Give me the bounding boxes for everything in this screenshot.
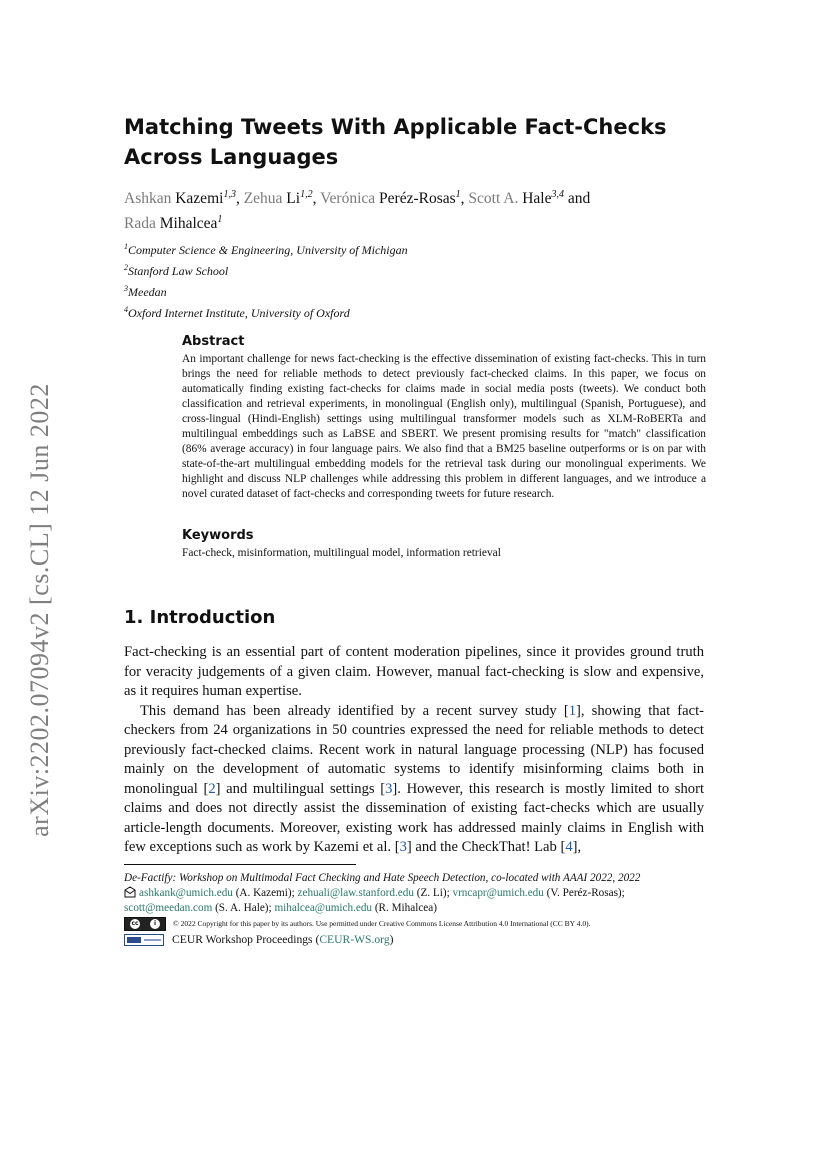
ceur-text: CEUR Workshop Proceedings ( xyxy=(172,933,320,946)
keywords-heading: Keywords xyxy=(182,528,254,543)
email-link-hale[interactable]: scott@meedan.com xyxy=(124,902,213,914)
affiliation: $^4$Oxford Internet Institute, University of Oxford xyxy=(124,305,350,320)
citation-link-3b[interactable]: 3 xyxy=(399,839,407,855)
footnote-divider xyxy=(124,864,356,865)
arxiv-stamp-text: arXiv:2202.07094v2 [cs.CL] 12 Jun 2022 xyxy=(25,383,54,837)
affiliation: $^1$Computer Science & Engineering, University of Michigan xyxy=(124,242,408,257)
citation-link-1[interactable]: 1 xyxy=(568,702,576,719)
ceur-link[interactable]: CEUR-WS.org xyxy=(319,933,390,946)
affiliation: $^2$Stanford Law School xyxy=(124,263,229,278)
author-perez-rosas: Verónica Peréz-Rosas$^1$, xyxy=(320,189,469,208)
author-list xyxy=(124,184,704,234)
introduction-body xyxy=(124,643,704,858)
footnote-area xyxy=(124,871,714,916)
abstract-section xyxy=(182,333,706,502)
affiliation-list xyxy=(124,238,684,322)
intro-paragraph-2: This demand has been already identified by a recent survey study [1], showing that fact-checkers from 24 organizations in 50 countries expressed the need for reliable methods to detect previously fact-checked claims. Recent work in natural language processing (NLP) has focused mainly on the development of automatic systems to identify misinforming claims both in monolingual [2] and multilingual settings [3]. However, this research is mostly limited to short claims and does not directly assist the dissemination of existing fact-checks which are usually article-length documents. Moreover, existing work has addressed mainly claims in English with few exceptions such as work by Kazemi et al. [3] and the CheckThat! Lab [4], xyxy=(124,702,704,855)
author-li: Zehua Li$^{1,2}$, xyxy=(243,189,321,208)
citation-link-4[interactable]: 4 xyxy=(565,839,573,855)
email-link-mihalcea[interactable]: mihalcea@umich.edu xyxy=(274,902,373,914)
email-list: ashkank@umich.edu (A. Kazemi); zehuali@law.stanford.edu (Z. Li); vrncapr@umich.edu (V. Peréz-Rosas); scott@meedan.com (S. A. Hale); mihalcea@umich.edu (R. Mihalcea) xyxy=(124,887,625,914)
author-mihalcea: Rada Mihalcea$^1$ xyxy=(124,214,223,233)
paper-title xyxy=(124,112,724,172)
arxiv-side-stamp xyxy=(20,370,60,850)
email-link-kazemi[interactable]: ashkank@umich.edu xyxy=(139,887,233,899)
email-link-li[interactable]: zehuali@law.stanford.edu xyxy=(297,887,414,899)
ceur-line: CEUR Workshop Proceedings ( CEUR-WS.org ) xyxy=(124,932,394,947)
envelope-icon xyxy=(124,886,136,898)
title-line-1: Matching Tweets With Applicable Fact-Checks xyxy=(124,115,667,139)
abstract-text: An important challenge for news fact-checking is the effective dissemination of existing fact-checks. This in turn brings the need for reliable methods to detect previously fact-checked claims. In this paper, we focus on automatically finding existing fact-checks for claims made in social media posts (tweets). We conduct both classification and retrieval experiments, in monolingual (English only), multilingual (Spanish, Portuguese), and cross-lingual (Hindi-English) settings using multilingual transformer models such as XLM-RoBERTa and multilingual embeddings such as LaBSE and SBERT. We present promising results for "match" classification (86% average accuracy) in four language pairs. We also find that a BM25 baseline outperforms or is on par with state-of-the-art multilingual embedding models for the retrieval task during our monolingual experiments. We highlight and discuss NLP challenges while addressing this problem in different languages, and we introduce a novel curated dataset of fact-checks and corresponding tweets for future research. xyxy=(182,353,706,500)
keywords-text: Fact-check, misinformation, multilingual model, information retrieval xyxy=(182,547,501,559)
title-line-2: Across Languages xyxy=(124,145,339,169)
license-text: © 2022 Copyright for this paper by its authors. Use permitted under Creative Commons License Attribution 4.0 International (CC BY 4.0). xyxy=(173,919,591,928)
author-hale: Scott A. Hale$^{3,4}$ and xyxy=(468,189,591,208)
email-link-perez-rosas[interactable]: vrncapr@umich.edu xyxy=(452,887,544,899)
cc-by-icon: cc i xyxy=(124,917,166,931)
citation-link-2[interactable]: 2 xyxy=(208,780,216,797)
keywords-section xyxy=(182,527,706,561)
venue-note: De-Factify: Workshop on Multimodal Fact Checking and Hate Speech Detection, co-located with AAAI 2022, 2022 xyxy=(124,872,641,884)
ceur-logo xyxy=(124,934,164,946)
intro-paragraph-1: Fact-checking is an essential part of content moderation pipelines, since it provides ground truth for veracity judgements of a given claim. However, manual fact-checking is slow and expensive, as it requires human expertise. xyxy=(124,644,704,699)
citation-link-3[interactable]: 3 xyxy=(385,780,393,797)
introduction-heading: 1. Introduction xyxy=(124,607,276,628)
abstract-heading: Abstract xyxy=(182,334,245,349)
author-kazemi: Ashkan Kazemi$^{1,3}$, xyxy=(124,189,244,208)
affiliation: $^3$Meedan xyxy=(124,284,167,299)
license-line xyxy=(124,917,590,931)
